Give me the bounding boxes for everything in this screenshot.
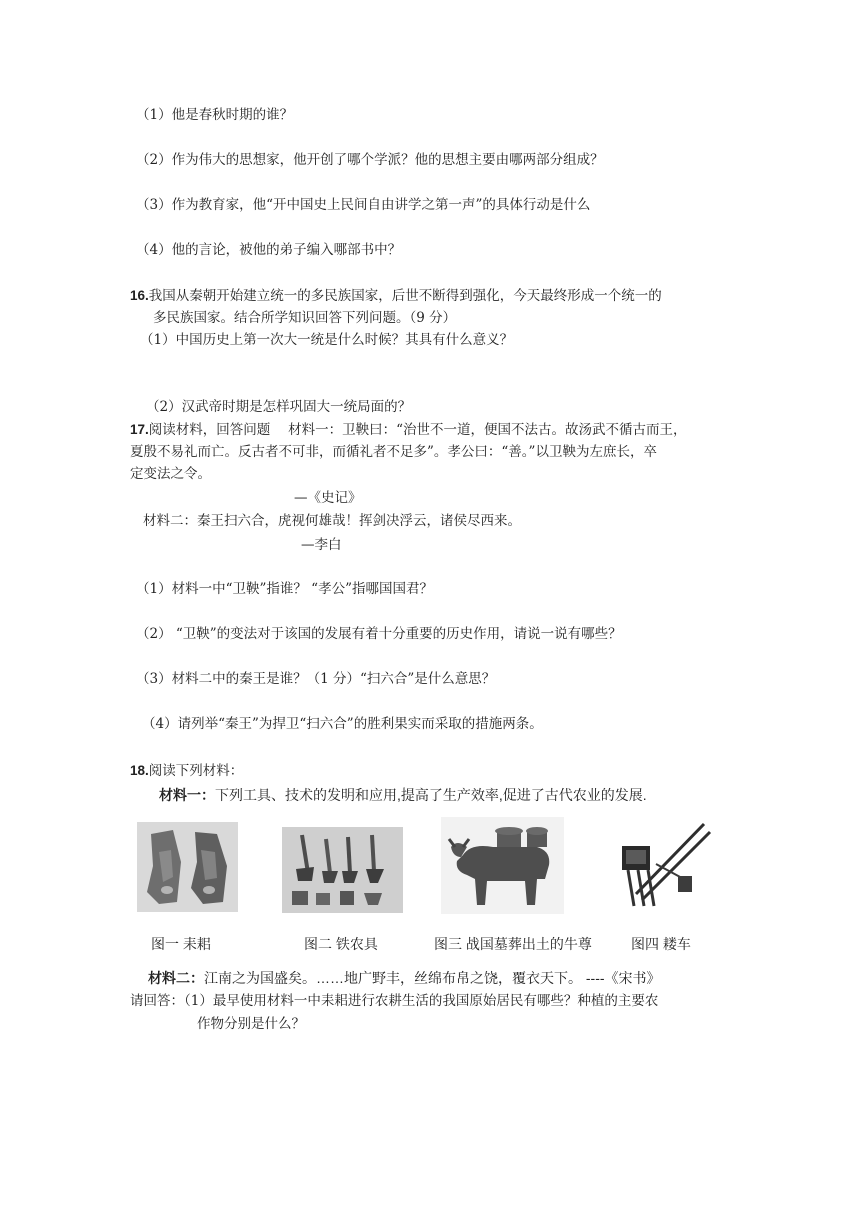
q18-ask-line1: 请回答：（1）最早使用材料一中耒耜进行农耕生活的我国原始居民有哪些？种植的主要农: [130, 993, 659, 1009]
ox-zun-figure: [441, 817, 564, 914]
q16-stem-line2: 多民族国家。结合所学知识回答下列问题。（9 分）: [153, 310, 457, 326]
q18-ask-line2: 作物分别是什么？: [197, 1016, 305, 1032]
q17-number: 17.: [130, 422, 149, 437]
q16-stem-line1: 16.我国从秦朝开始建立统一的多民族国家，后世不断得到强化，今天最终形成一个统一的: [130, 288, 662, 304]
figure1-caption: 图一 耒耜: [151, 936, 211, 952]
q17-line2: 夏殷不易礼而亡。反古者不可非，而循礼者不足多”。孝公曰：“善。”以卫鞅为左庶长，卒: [130, 444, 657, 460]
q15-sub2: （2）作为伟大的思想家，他开创了哪个学派？他的思想主要由哪两部分组成？: [136, 152, 604, 168]
q17-source1: —《史记》: [294, 490, 362, 506]
q16-sub2: （2）汉武帝时期是怎样巩固大一统局面的？: [146, 399, 412, 415]
q15-sub1: （1）他是春秋时期的谁？: [136, 107, 294, 123]
q17-line1: 17.阅读材料，回答问题 材料一：卫鞅曰：“治世不一道，便国不法古。故汤武不循古而王，: [130, 422, 687, 438]
figure4-caption: 图四 耧车: [631, 936, 691, 952]
leisi-figure: [137, 822, 238, 912]
q16-sub1: （1）中国历史上第一次大一统是什么时候？其具有什么意义？: [140, 332, 514, 348]
q17-sub4: （4）请列举“秦王”为捍卫“扫六合”的胜利果实而采取的措施两条。: [142, 716, 543, 732]
q18-number: 18.: [130, 763, 149, 778]
q15-sub3: （3）作为教育家，他“开中国史上民间自由讲学之第一声”的具体行动是什么: [136, 197, 591, 213]
q17-source2: —李白: [301, 537, 342, 553]
q17-line3: 定变法之令。: [130, 466, 211, 482]
q17-sub3: （3）材料二中的秦王是谁？（1 分）“扫六合”是什么意思？: [136, 671, 496, 687]
figure3-caption: 图三 战国墓葬出土的牛尊: [434, 936, 592, 952]
q18-material2: 材料二：江南之为国盛矣。……地广野丰，丝绵布帛之饶，覆衣天下。 ----《宋书》: [148, 970, 661, 986]
iron-tools-figure: [282, 827, 403, 913]
q16-number: 16.: [130, 288, 149, 303]
seed-drill-figure: [612, 816, 712, 913]
q17-sub2: （2） “卫鞅”的变法对于该国的发展有着十分重要的历史作用，请说一说有哪些？: [136, 626, 622, 642]
q15-sub4: （4）他的言论，被他的弟子编入哪部书中？: [136, 242, 402, 258]
q18-stem: 18.阅读下列材料：: [130, 763, 244, 779]
q18-material1: 材料一：下列工具、技术的发明和应用,提高了生产效率,促进了古代农业的发展.: [159, 787, 647, 803]
q17-material2: 材料二：秦王扫六合，虎视何雄哉！挥剑决浮云，诸侯尽西来。: [143, 513, 521, 529]
q17-sub1: （1）材料一中“卫鞅”指谁？ “孝公”指哪国国君？: [136, 581, 433, 597]
figure2-caption: 图二 铁农具: [304, 936, 378, 952]
